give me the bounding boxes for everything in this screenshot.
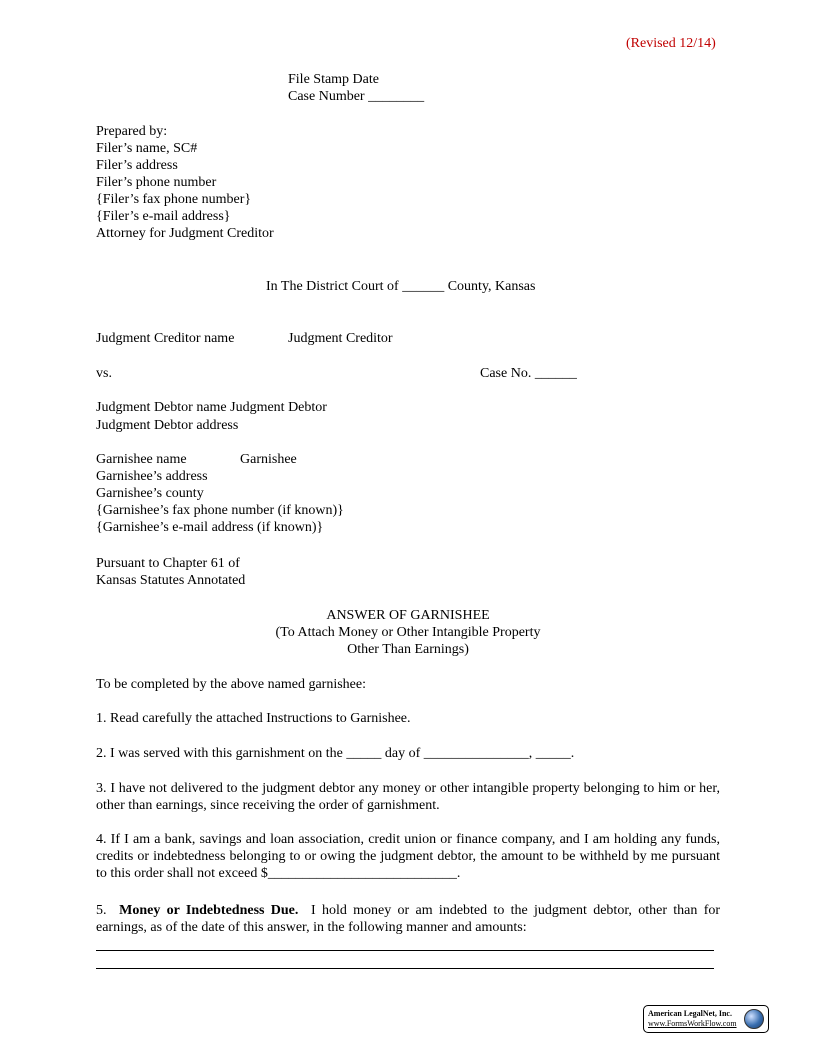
filer-role: Attorney for Judgment Creditor [96, 226, 274, 241]
case-no: Case No. ______ [480, 366, 577, 381]
intro-text: To be completed by the above named garnishee: [96, 677, 366, 692]
footer-company: American LegalNet, Inc. [648, 1009, 732, 1018]
item-3: 3. I have not delivered to the judgment debtor any money or other intangible property belonging to him or her, other than earnings, since receiving the order of garnishment. [96, 781, 720, 813]
creditor-role: Judgment Creditor [288, 331, 393, 346]
garnishee-email: {Garnishee’s e-mail address (if known)} [96, 520, 324, 535]
garnishee-name: Garnishee name [96, 452, 187, 467]
item-5 [96, 902, 720, 936]
title-line-2: (To Attach Money or Other Intangible Property [275, 625, 541, 640]
revised-date: (Revised 12/14) [626, 36, 716, 51]
debtor-line: Judgment Debtor name Judgment Debtor [96, 400, 327, 415]
garnishee-address: Garnishee’s address [96, 469, 208, 484]
pursuant-line-2: Kansas Statutes Annotated [96, 573, 246, 588]
prepared-by-block [96, 123, 274, 242]
title-line-1: ANSWER OF GARNISHEE [326, 608, 490, 623]
filer-fax: {Filer’s fax phone number} [96, 192, 252, 207]
court-heading: In The District Court of ______ County, Kansas [266, 279, 536, 294]
filer-phone: Filer’s phone number [96, 175, 217, 190]
answer-line-2[interactable] [96, 968, 714, 969]
pursuant-block [96, 555, 245, 589]
pursuant-line-1: Pursuant to Chapter 61 of [96, 556, 240, 571]
debtor-address: Judgment Debtor address [96, 418, 239, 433]
globe-icon [744, 1009, 764, 1029]
title-line-3: Other Than Earnings) [347, 642, 469, 657]
answer-line-1[interactable] [96, 950, 714, 951]
filer-address: Filer’s address [96, 158, 178, 173]
item-2: 2. I was served with this garnishment on the _____ day of _______________, _____. [96, 746, 575, 761]
garnishee-fax: {Garnishee’s fax phone number (if known)} [96, 503, 344, 518]
filer-email: {Filer’s e-mail address} [96, 209, 231, 224]
item-1: 1. Read carefully the attached Instructions to Garnishee. [96, 711, 411, 726]
footer-logo[interactable] [643, 1005, 769, 1033]
garnishee-county: Garnishee’s county [96, 486, 204, 501]
prepared-by-label: Prepared by: [96, 124, 168, 139]
footer-website-link[interactable]: www.FormsWorkFlow.com [648, 1019, 737, 1028]
versus: vs. [96, 366, 112, 381]
item-4: 4. If I am a bank, savings and loan association, credit union or finance company, and I am holding any funds, credits or indebtedness belonging to or owing the judgment debtor, the amount to be withheld by me pursuant to this order shall not exceed $___________________________. [96, 832, 720, 881]
filer-name: Filer’s name, SC# [96, 141, 198, 156]
garnishee-details [96, 468, 344, 536]
item-5-text: I hold money or am indebted to the judgment debtor, other than for earnings, as of the date of this answer, in the following manner and amounts: [96, 903, 721, 935]
document-title [200, 607, 616, 658]
item-5-number: 5. [96, 903, 107, 918]
file-stamp-date: File Stamp Date [288, 72, 379, 87]
item-5-heading: Money or Indebtedness Due. [119, 903, 299, 918]
case-number-header: Case Number ________ [288, 89, 425, 104]
garnishee-role: Garnishee [240, 452, 297, 467]
creditor-name: Judgment Creditor name [96, 331, 235, 346]
